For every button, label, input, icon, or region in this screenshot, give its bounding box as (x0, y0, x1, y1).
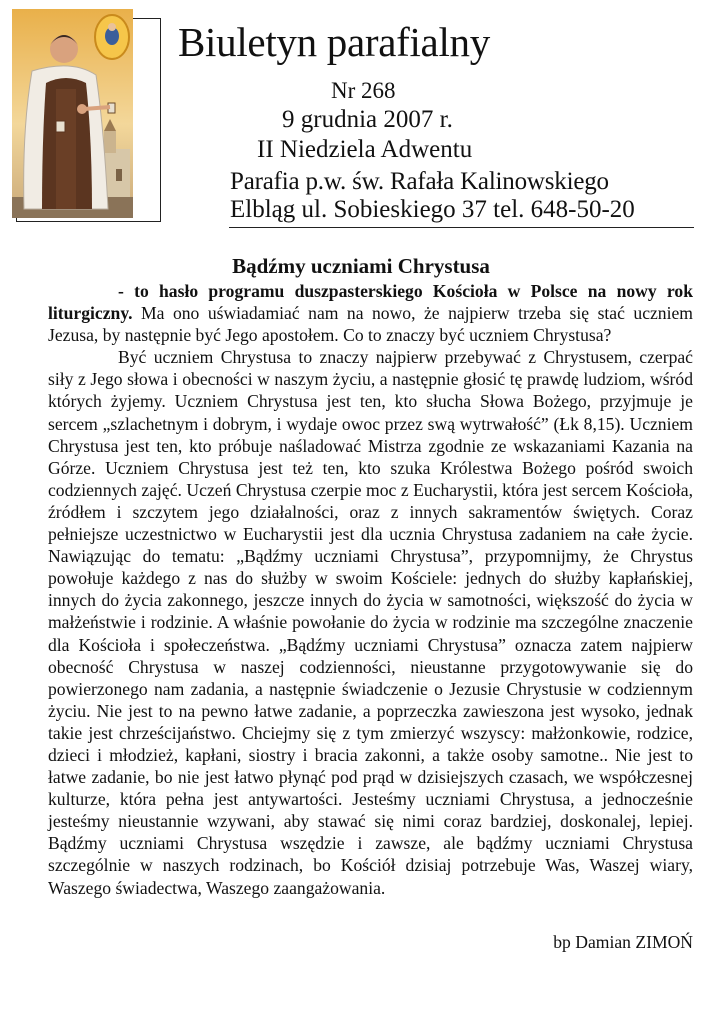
article-body (48, 280, 693, 899)
lead-bold: - to hasło programu duszpasterskiego Kościoła w Polsce na nowy rok liturgiczny. (48, 281, 693, 324)
issue-number: Nr 268 (331, 78, 396, 103)
article-title: Bądźmy uczniami Chrystusa (232, 254, 490, 278)
signature: bp Damian ZIMOŃ (553, 932, 693, 952)
lead-rest: Ma ono uświadamiać nam na nowo, że najpierw trzeba się stać uczniem Jezusa, by następnie być Jego apostołem. Co to znaczy być uczniem Chrystusa? (48, 303, 693, 346)
bulletin-title: Biuletyn parafialny (178, 19, 490, 65)
issue-date: 9 grudnia 2007 r. (282, 106, 453, 133)
liturgical-sunday: II Niedziela Adwentu (257, 136, 473, 163)
parish-name: Parafia p.w. św. Rafała Kalinowskiego (230, 168, 609, 195)
header-divider (229, 227, 694, 228)
main-paragraph: Być uczniem Chrystusa to znaczy najpierw przebywać z Chrystusem, czerpać siły z Jego słowa i obecności w naszym życiu, a następnie głosić tę prawdę ludziom, wśród których żyjemy. Uczniem Chrystusa jest ten, kto słucha Słowa Bożego, przyjmuje je sercem „szlachetnym i dobrym, i wydaje owoc przez swą wytrwałość” (Łk 8,15). Uczniem Chrystusa jest ten, kto próbuje naśladować Mistrza zgodnie ze wskazaniami Kazania na Górze. Uczniem Chrystusa jest też ten, kto szuka Królestwa Bożego pośród swoich codziennych zajęć. Uczeń Chrystusa czerpie moc z Eucharystii, która jest sercem Kościoła, źródłem i szczytem jego działalności, oraz z innych sakramentów świętych. Coraz pełniejsze uczestnictwo w Eucharystii jest dla ucznia Chrystusa zadaniem na całe życie. Nawiązując do tematu: „Bądźmy uczniami Chrystusa”, przypomnijmy, że Chrystus powołuje każdego z nas do służby w swoim Kościele: jednych do służby kapłańskiej, innych do życia zakonnego, jeszcze innych do życia w samotności, większość do życia w małżeństwie i rodzinie. A właśnie powołanie do życia w rodzinie ma szczególne znaczenie dla Kościoła i społeczeństwa. „Bądźmy uczniami Chrystusa” oznacza zatem najpierw obecność Chrystusa w naszej codzienności, nieustanne przygotowywanie się do powierzonego nam zadania, a następnie świadczenie o Jezusie Chrystusie w codziennym życiu. Nie jest to na pewno łatwe zadanie, a poprzeczka zawieszona jest wysoko, jednak takie jest chrześcijaństwo. Chciejmy się z tym zmierzyć wszyscy: małżonkowie, rodzice, dzieci i młodzież, kapłani, siostry i bracia zakonni, a także osoby samotne.. Nie jest to łatwe zadanie, bo nie jest łatwo płynąć pod prąd w dzisiejszych czasach, we współczesnej kulturze, która pełna jest antywartości. Jesteśmy uczniami Chrystusa, a jednocześnie jesteśmy nieustannie wzywani, aby stawać się nimi coraz bardziej, doskonalej, lepiej. Bądźmy uczniami Chrystusa wszędzie i zawsze, ale bądźmy uczniami Chrystusa szczególnie w naszych rodzinach, bo Kościół dzisiaj potrzebuje Was, Waszej wiary, Waszego świadectwa, Waszego zaangażowania. (48, 347, 693, 898)
lead-paragraph (48, 280, 693, 346)
saint-portrait-icon (12, 9, 133, 218)
parish-address: Elbląg ul. Sobieskiego 37 tel. 648-50-20 (230, 196, 635, 223)
